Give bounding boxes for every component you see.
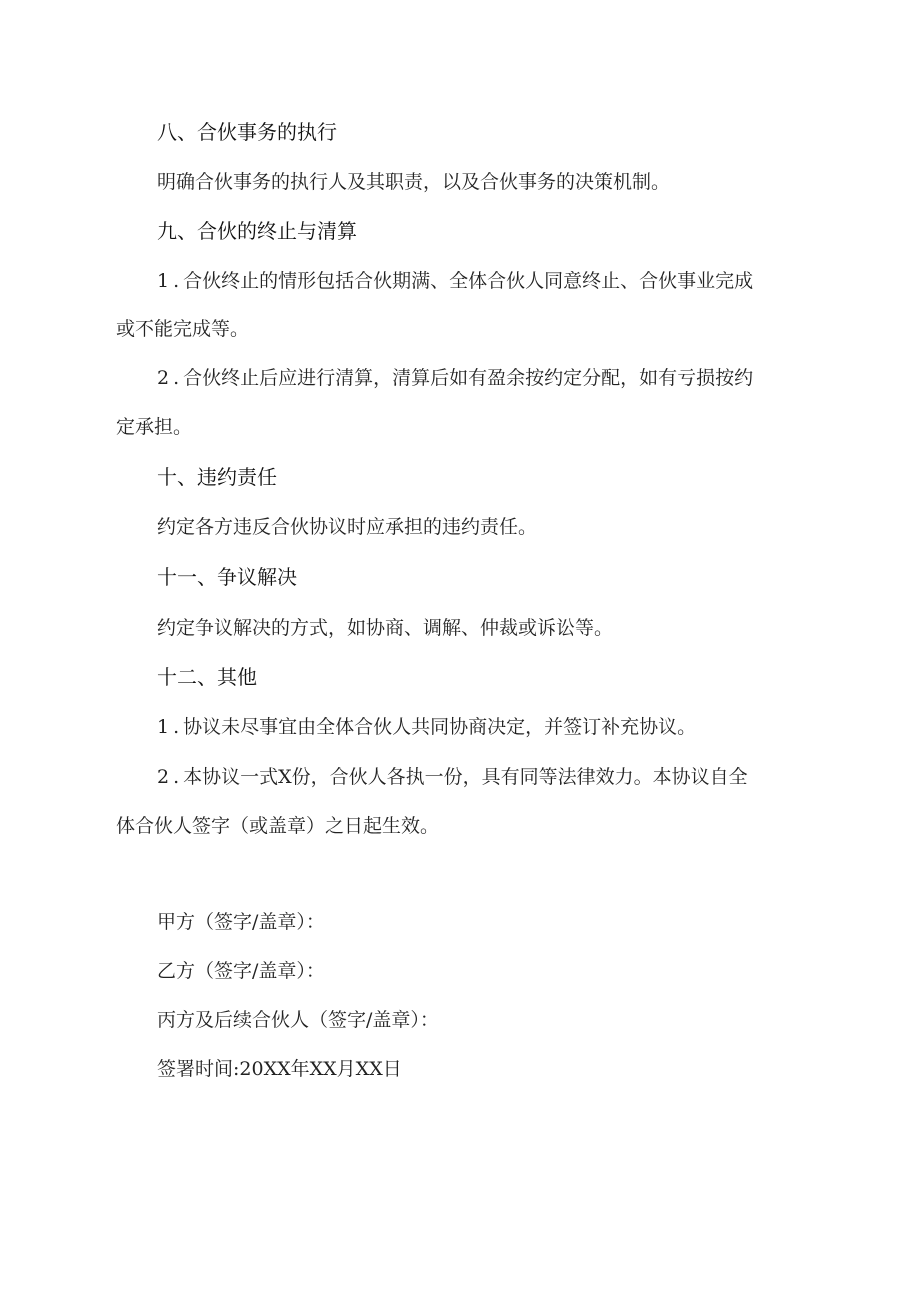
list-item-text: 合伙终止后应进行清算，清算后如有盈余按约定分配，如有亏损按约 <box>183 367 754 389</box>
list-number: 2. <box>157 766 184 788</box>
list-item-continuation: 定承担。 <box>116 416 193 438</box>
signature-party-b: 乙方（签字/盖章）： <box>157 960 325 982</box>
list-item-continuation: 体合伙人签字（或盖章）之日起生效。 <box>116 815 440 837</box>
signature-party-a: 甲方（签字/盖章）： <box>157 911 325 933</box>
list-number: 2. <box>157 367 184 389</box>
list-item-text: 本协议一式X份，合伙人各执一份，具有同等法律效力。本协议自全 <box>183 766 748 788</box>
paragraph: 约定各方违反合伙协议时应承担的违约责任。 <box>157 516 538 538</box>
signature-date: 签署时间:20XX年XX月XX日 <box>157 1058 402 1080</box>
list-item <box>157 267 753 295</box>
list-item <box>157 763 748 791</box>
list-item <box>157 713 696 741</box>
paragraph: 明确合伙事务的执行人及其职责，以及合伙事务的决策机制。 <box>157 171 671 193</box>
list-number: 1. <box>157 716 184 738</box>
list-number: 1. <box>157 270 184 292</box>
signature-party-c: 丙方及后续合伙人（签字/盖章）： <box>157 1009 439 1031</box>
section-heading-12: 十二、其他 <box>157 665 257 689</box>
list-item-text: 合伙终止的情形包括合伙期满、全体合伙人同意终止、合伙事业完成 <box>183 270 754 292</box>
section-heading-9: 九、合伙的终止与清算 <box>157 219 357 243</box>
list-item-continuation: 或不能完成等。 <box>116 318 250 340</box>
paragraph: 约定争议解决的方式，如协商、调解、仲裁或诉讼等。 <box>157 617 614 639</box>
section-heading-8: 八、合伙事务的执行 <box>157 120 337 144</box>
list-item-text: 协议未尽事宜由全体合伙人共同协商决定，并签订补充协议。 <box>183 716 697 738</box>
list-item <box>157 364 753 392</box>
section-heading-10: 十、违约责任 <box>157 465 277 489</box>
section-heading-11: 十一、争议解决 <box>157 565 297 589</box>
